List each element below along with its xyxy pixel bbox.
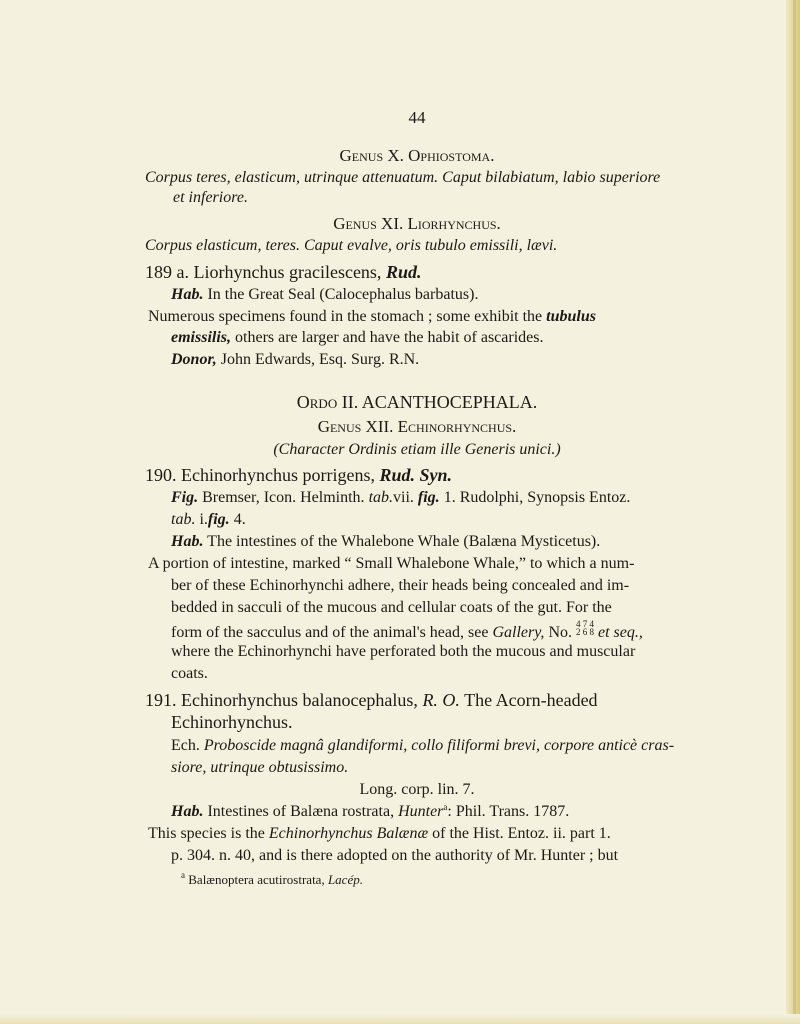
paragraph-text: of the Hist. Entoz. ii. part 1. (432, 825, 611, 842)
species-name: Liorhynchus gracilescens, (193, 262, 382, 282)
hab-label: Hab. (171, 286, 204, 303)
ordo-ii-title: Ordo II. ACANTHOCEPHALA. (296, 392, 538, 412)
et-seq: et seq., (598, 624, 643, 641)
entry-190-habitat (171, 532, 600, 552)
page-number: 44 (408, 108, 426, 127)
entry-190-paragraph: bedded in sacculi of the mucous and cellular coats of the gut. For the (171, 599, 612, 616)
paragraph-text: This species is the (148, 825, 265, 842)
fig-tab: tab. (171, 511, 196, 528)
entry-190-figure (171, 488, 630, 508)
entry-190-paragraph: coats. (171, 665, 208, 682)
genus-xi-description: Corpus elasticum, teres. Caput evalve, oris tubulo emissili, lævi. (145, 237, 558, 254)
page-bottom-edge (0, 1014, 800, 1024)
entry-191-length: Long. corp. lin. 7. (359, 781, 475, 798)
genus-x-title: Genus X. Ophiostoma. (339, 146, 495, 165)
donor-label: Donor, (171, 351, 217, 368)
genus-x-description-cont: et inferiore. (173, 189, 248, 206)
entry-190-paragraph: where the Echinorhynchi have perforated both the mucous and muscular (171, 643, 636, 660)
entry-191-diagnosis (171, 736, 674, 756)
fraction-numerator: 4 7 4 (576, 619, 594, 629)
donor-text: John Edwards, Esq. Surg. R.N. (220, 351, 420, 368)
entry-number: 191. (145, 690, 177, 710)
note-term: tubulus (546, 308, 596, 325)
entry-189a-note (148, 307, 596, 327)
entry-189a-donor (171, 350, 419, 370)
genus-xii-character: (Character Ordinis etiam ille Generis unici.) (273, 441, 561, 458)
genus-x-description: Corpus teres, elasticum, utrinque attenuatum. Caput bilabiatum, labio superiore (145, 169, 661, 186)
common-name: The Acorn-headed (464, 690, 598, 710)
hab-text: The intestines of the Whalebone Whale (Balæna Mysticetus). (207, 533, 601, 550)
species-name: Echinorhynchus porrigens, (181, 465, 375, 485)
entry-number: 190. (145, 465, 177, 485)
entry-190-paragraph (171, 620, 643, 643)
entry-189a-note-cont (171, 328, 543, 348)
paragraph-text: form of the sacculus and of the animal's head, see (171, 624, 489, 641)
entry-number: 189 a. (145, 262, 189, 282)
edge-shadow (793, 0, 796, 1024)
entry-190-paragraph: A portion of intestine, marked “ Small Whalebone Whale,” to which a num- (148, 555, 635, 572)
gallery-fraction (576, 620, 594, 636)
entry-191-habitat (171, 802, 569, 822)
fig-number: 4. (233, 511, 246, 528)
hab-reference: : Phil. Trans. 1787. (447, 803, 570, 820)
entry-191-heading (145, 690, 598, 710)
footnote-authority: Lacép. (327, 872, 363, 887)
fig-text: Bremser, Icon. Helminth. (202, 489, 365, 506)
hab-text: Intestines of Balæna rostrata, (207, 803, 395, 820)
hab-label: Hab. (171, 803, 204, 820)
note-text: Numerous specimens found in the stomach ; some exhibit the (148, 308, 543, 325)
fraction-denominator: 2 6 8 (576, 627, 594, 637)
fig-text: 1. Rudolphi, Synopsis Entoz. (443, 489, 631, 506)
entry-190-figure-cont (171, 510, 246, 530)
hab-text: In the Great Seal (Calocephalus barbatus). (207, 286, 479, 303)
paragraph-text: No. (548, 624, 572, 641)
page-edge (786, 0, 800, 1024)
gallery-ref: Gallery, (492, 624, 545, 641)
entry-189a-habitat (171, 285, 478, 305)
species-authority: Rud. Syn. (379, 465, 452, 485)
fig-fig: fig. (417, 489, 440, 506)
fig-tab-number: i. (199, 511, 208, 528)
hab-author: Hunter (398, 803, 444, 820)
footnote-ref: a (443, 802, 448, 812)
entry-190-paragraph: ber of these Echinorhynchi adhere, their heads being concealed and im- (171, 577, 630, 594)
note-text: others are larger and have the habit of ascarides. (235, 329, 544, 346)
hab-label: Hab. (171, 533, 204, 550)
genus-xii-title: Genus XII. Echinorhynchus. (317, 417, 517, 436)
genus-xi-title: Genus XI. Liorhynchus. (333, 214, 501, 233)
entry-191-common-name: Echinorhynchus. (171, 712, 293, 732)
entry-191-paragraph (148, 824, 611, 844)
fig-label: Fig. (171, 489, 199, 506)
footnote (181, 870, 363, 890)
species-authority: R. O. (422, 690, 460, 710)
entry-190-heading (145, 465, 452, 485)
footnote-marker: a (181, 870, 185, 880)
ech-label: Ech. (171, 737, 200, 754)
species-ref: Echinorhynchus Balænæ (268, 825, 429, 842)
species-authority: Rud. (385, 262, 422, 282)
entry-191-diagnosis-cont: siore, utrinque obtusissimo. (171, 759, 349, 776)
note-term: emissilis, (171, 329, 232, 346)
diagnosis-text: Proboscide magnâ glandiformi, collo filiformi brevi, corpore anticè cras- (203, 737, 675, 754)
species-name: Echinorhynchus balanocephalus, (181, 690, 418, 710)
footnote-text: Balænoptera acutirostrata, (188, 872, 325, 887)
entry-189a-heading (145, 262, 421, 282)
fig-tab-number: vii. (393, 489, 414, 506)
entry-191-paragraph: p. 304. n. 40, and is there adopted on the authority of Mr. Hunter ; but (171, 847, 619, 864)
fig-tab: tab. (368, 489, 394, 506)
fig-fig: fig. (207, 511, 230, 528)
